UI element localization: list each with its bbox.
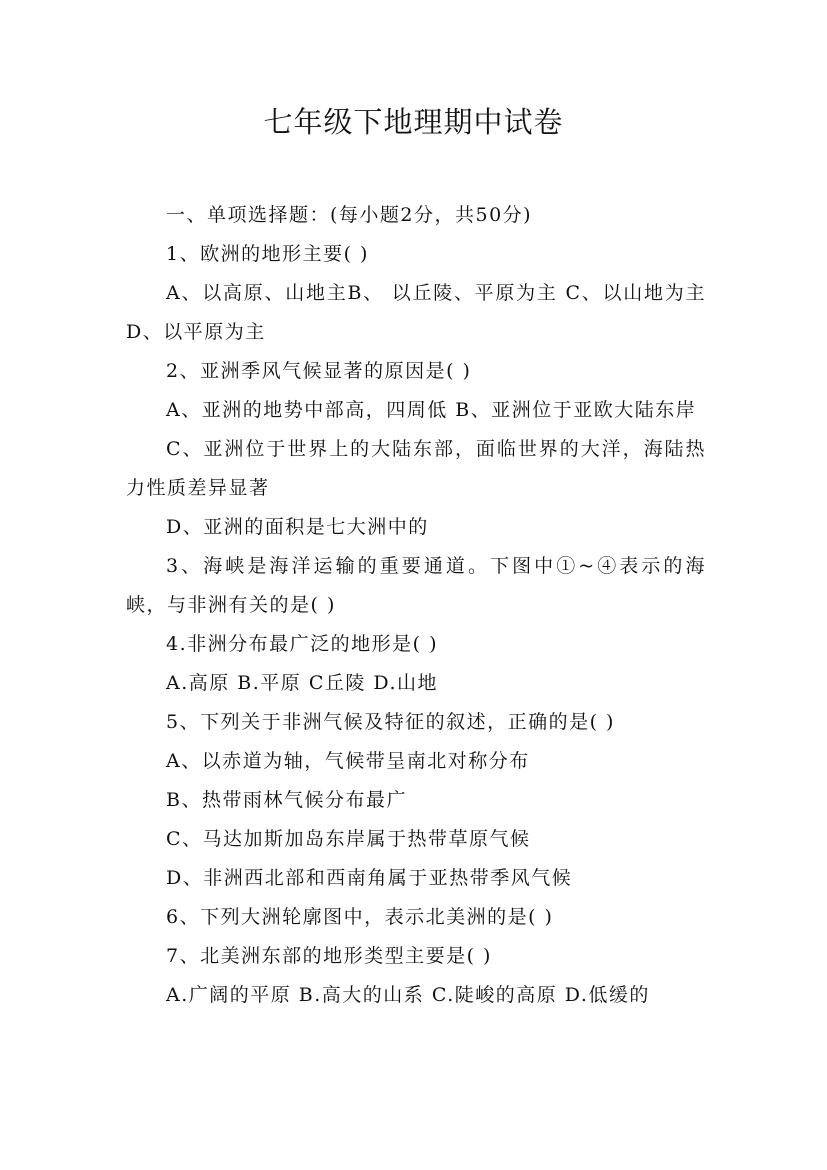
question-5-option-a: A、以赤道为轴，气候带呈南北对称分布 (166, 750, 530, 772)
document-body (126, 196, 706, 1015)
question-2-option-d: D、亚洲的面积是七大洲中的 (166, 516, 429, 538)
question-2: 2、亚洲季风气候显著的原因是( ) (166, 360, 472, 382)
question-1: 1、欧洲的地形主要( ) (166, 243, 369, 265)
question-5-option-d: D、非洲西北部和西南角属于亚热带季风气候 (166, 867, 573, 889)
question-6: 6、下列大洲轮廓图中，表示北美洲的是( ) (166, 906, 554, 928)
question-5-option-c: C、马达加斯加岛东岸属于热带草原气候 (166, 828, 531, 850)
question-1-options: A、以高原、山地主B、 以丘陵、平原为主 C、以山地为主 D、以平原为主 (126, 282, 706, 343)
question-2-option-c: C、亚洲位于世界上的大陆东部，面临世界的大洋，海陆热力性质差异显著 (126, 438, 706, 499)
question-3: 3、海峡是海洋运输的重要通道。下图中①~④表示的海峡，与非洲有关的是( ) (126, 555, 706, 616)
question-7: 7、北美洲东部的地形类型主要是( ) (166, 945, 492, 967)
section-heading: 一、单项选择题：(每小题2分，共50分) (166, 204, 533, 226)
document-title: 七年级下地理期中试卷 (263, 105, 564, 139)
question-4-options: A.高原 B.平原 C丘陵 D.山地 (166, 672, 439, 694)
question-7-options: A.广阔的平原 B.高大的山系 C.陡峻的高原 D.低缓的 (166, 984, 650, 1006)
question-5: 5、下列关于非洲气候及特征的叙述，正确的是( ) (166, 711, 615, 733)
question-2-option-a-b: A、亚洲的地势中部高，四周低 B、亚洲位于亚欧大陆东岸 (166, 399, 697, 421)
question-5-option-b: B、热带雨林气候分布最广 (166, 789, 407, 811)
question-4: 4.非洲分布最广泛的地形是( ) (166, 633, 438, 655)
